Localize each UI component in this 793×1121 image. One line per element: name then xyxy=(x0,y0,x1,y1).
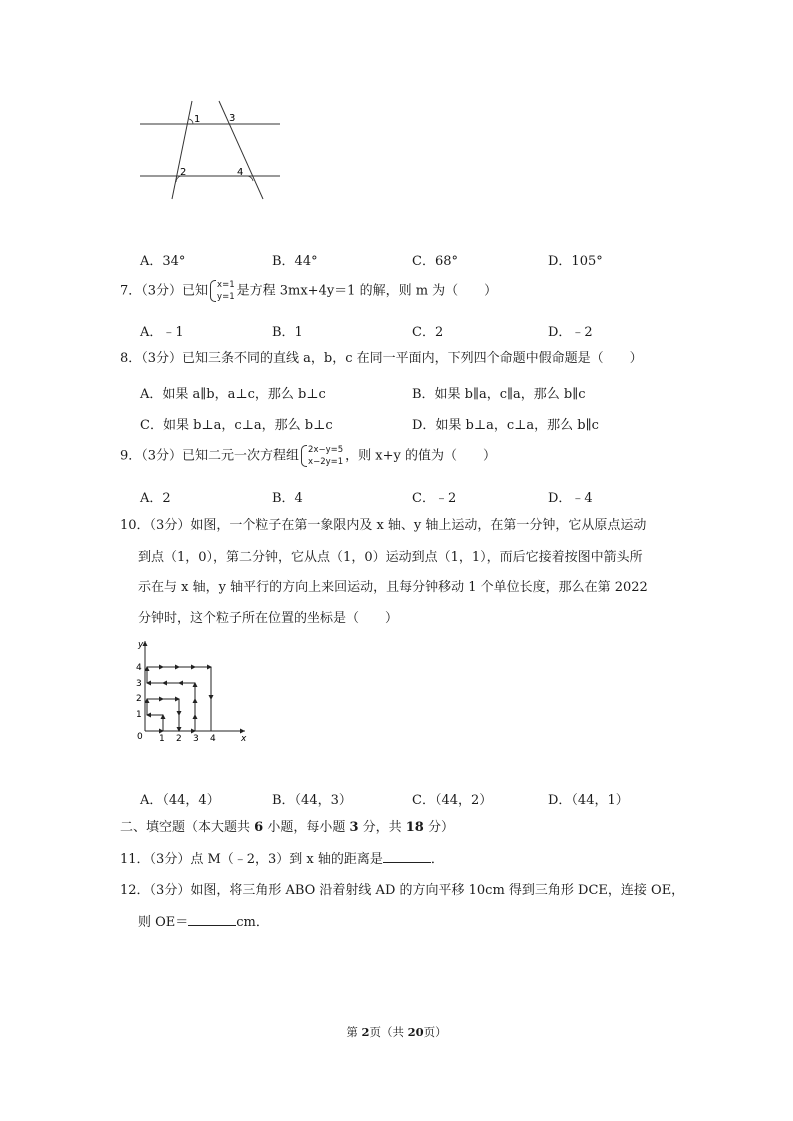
y-tick-1: 1 xyxy=(136,710,142,720)
origin-label: 0 xyxy=(137,732,143,742)
q6-option-c[interactable]: C．68° xyxy=(412,254,458,269)
q10-option-c[interactable]: C．（44，2） xyxy=(412,793,493,808)
q10-option-d[interactable]: D．（44，1） xyxy=(548,793,629,808)
q9-option-b[interactable]: B．4 xyxy=(272,491,303,506)
x-tick-3: 3 xyxy=(193,734,199,744)
q11-stem-pre: 11．（3分）点 M（﹣2，3）到 x 轴的距离是 xyxy=(120,852,383,867)
angle-label-1: 1 xyxy=(194,114,201,125)
footer-post: 页） xyxy=(423,1025,447,1039)
q10-stem-line-1: 10．（3分）如图，一个粒子在第一象限内及 x 轴、y 轴上运动，在第一分钟，它从原点运动 xyxy=(120,518,647,533)
section-2-total: 18 xyxy=(405,820,424,835)
angle-label-4: 4 xyxy=(237,167,244,178)
right-transversal xyxy=(219,101,263,199)
q12-stem-post: cm． xyxy=(236,915,269,930)
section-2-mid2: 分，共 xyxy=(358,820,406,835)
section-2-heading xyxy=(120,818,454,838)
q7-eq-1: x=1 xyxy=(217,280,235,290)
q10-stem-line-2: 到点（1，0），第二分钟，它从点（1，0）运动到点（1，1），而后它接着按图中箭头所 xyxy=(138,550,643,565)
q12-stem-line-1: 12．（3分）如图，将三角形 ABO 沿着射线 AD 的方向平移 10cm 得到三角形 DCE，连接 OE， xyxy=(120,883,685,898)
q6-option-d[interactable]: D．105° xyxy=(548,254,603,269)
particle-path xyxy=(147,667,211,731)
q9-eq-1: 2x−y=5 xyxy=(308,445,344,455)
q11-stem xyxy=(120,850,444,870)
q9-equation-system xyxy=(301,444,343,468)
q10-option-b[interactable]: B．（44，3） xyxy=(272,793,352,808)
y-tick-3: 3 xyxy=(136,679,142,689)
q12-stem-line-2 xyxy=(138,913,269,933)
x-tick-1: 1 xyxy=(159,734,165,744)
x-tick-2: 2 xyxy=(176,734,182,744)
q7-option-b[interactable]: B．1 xyxy=(272,325,303,340)
left-transversal xyxy=(172,101,192,199)
q9-stem xyxy=(120,444,496,468)
y-tick-2: 2 xyxy=(136,694,142,704)
angle-label-3: 3 xyxy=(229,113,236,124)
q10-stem-line-3: 示在与 x 轴，y 轴平行的方向上来回运动，且每分钟移动 1 个单位长度，那么在第 2022 xyxy=(138,580,648,595)
q7-option-d[interactable]: D．﹣2 xyxy=(548,325,593,340)
q7-eq-2: y=1 xyxy=(217,292,235,302)
q7-equation-system xyxy=(210,279,235,303)
q11-stem-post: ． xyxy=(430,852,444,867)
y-tick-4: 4 xyxy=(136,663,142,673)
q6-option-a[interactable]: A．34° xyxy=(140,254,186,269)
q11-answer-blank[interactable] xyxy=(383,862,431,863)
q12-stem-pre: 则 OE＝ xyxy=(138,915,189,930)
q7-stem xyxy=(120,279,497,303)
q9-option-d[interactable]: D．﹣4 xyxy=(548,491,593,506)
q9-option-a[interactable]: A．2 xyxy=(140,491,171,506)
q9-stem-pre: 9．（3分）已知二元一次方程组 xyxy=(120,448,300,464)
section-2-prefix: 二、填空题（本大题共 xyxy=(120,820,255,835)
q7-stem-post: 是方程 3mx+4y＝1 的解，则 m 为（ ） xyxy=(236,283,498,299)
particle-path-figure xyxy=(133,637,253,747)
section-2-points: 3 xyxy=(349,820,359,835)
q10-stem-line-4: 分钟时，这个粒子所在位置的坐标是（ ） xyxy=(138,611,399,626)
q9-stem-post: ，则 x+y 的值为（ ） xyxy=(345,448,497,464)
q9-eq-2: x−2y=1 xyxy=(308,457,344,467)
q8-option-c[interactable]: C．如果 b⊥a，c⊥a，那么 b⊥c xyxy=(140,418,333,433)
q12-answer-blank[interactable] xyxy=(188,925,236,926)
q8-stem: 8．（3分）已知三条不同的直线 a，b，c 在同一平面内，下列四个命题中假命题是（ ） xyxy=(120,351,643,366)
q8-option-d[interactable]: D．如果 b⊥a，c⊥a，那么 b∥c xyxy=(412,418,599,433)
parallel-lines-figure xyxy=(135,95,290,205)
q7-stem-pre: 7．（3分）已知 xyxy=(120,283,209,299)
y-axis-label: y xyxy=(138,640,144,650)
q10-option-a[interactable]: A．（44，4） xyxy=(140,793,220,808)
q8-option-b[interactable]: B．如果 b∥a，c∥a，那么 b∥c xyxy=(412,387,586,402)
q7-option-a[interactable]: A．﹣1 xyxy=(140,325,184,340)
page-footer xyxy=(0,1024,793,1040)
q8-option-a[interactable]: A．如果 a∥b，a⊥c，那么 b⊥c xyxy=(140,387,326,402)
angle-label-2: 2 xyxy=(180,167,187,178)
footer-pre: 第 xyxy=(346,1025,362,1039)
q7-option-c[interactable]: C．2 xyxy=(412,325,444,340)
x-tick-4: 4 xyxy=(210,734,216,744)
section-2-count: 6 xyxy=(254,820,264,835)
footer-total-pages: 20 xyxy=(407,1025,424,1039)
footer-mid: 页（共 xyxy=(369,1025,408,1039)
x-axis-label: x xyxy=(241,734,247,744)
footer-page-number: 2 xyxy=(361,1025,370,1039)
q9-option-c[interactable]: C．﹣2 xyxy=(412,491,457,506)
section-2-suffix: 分） xyxy=(423,820,454,835)
section-2-mid1: 小题，每小题 xyxy=(263,820,350,835)
q6-option-b[interactable]: B．44° xyxy=(272,254,318,269)
